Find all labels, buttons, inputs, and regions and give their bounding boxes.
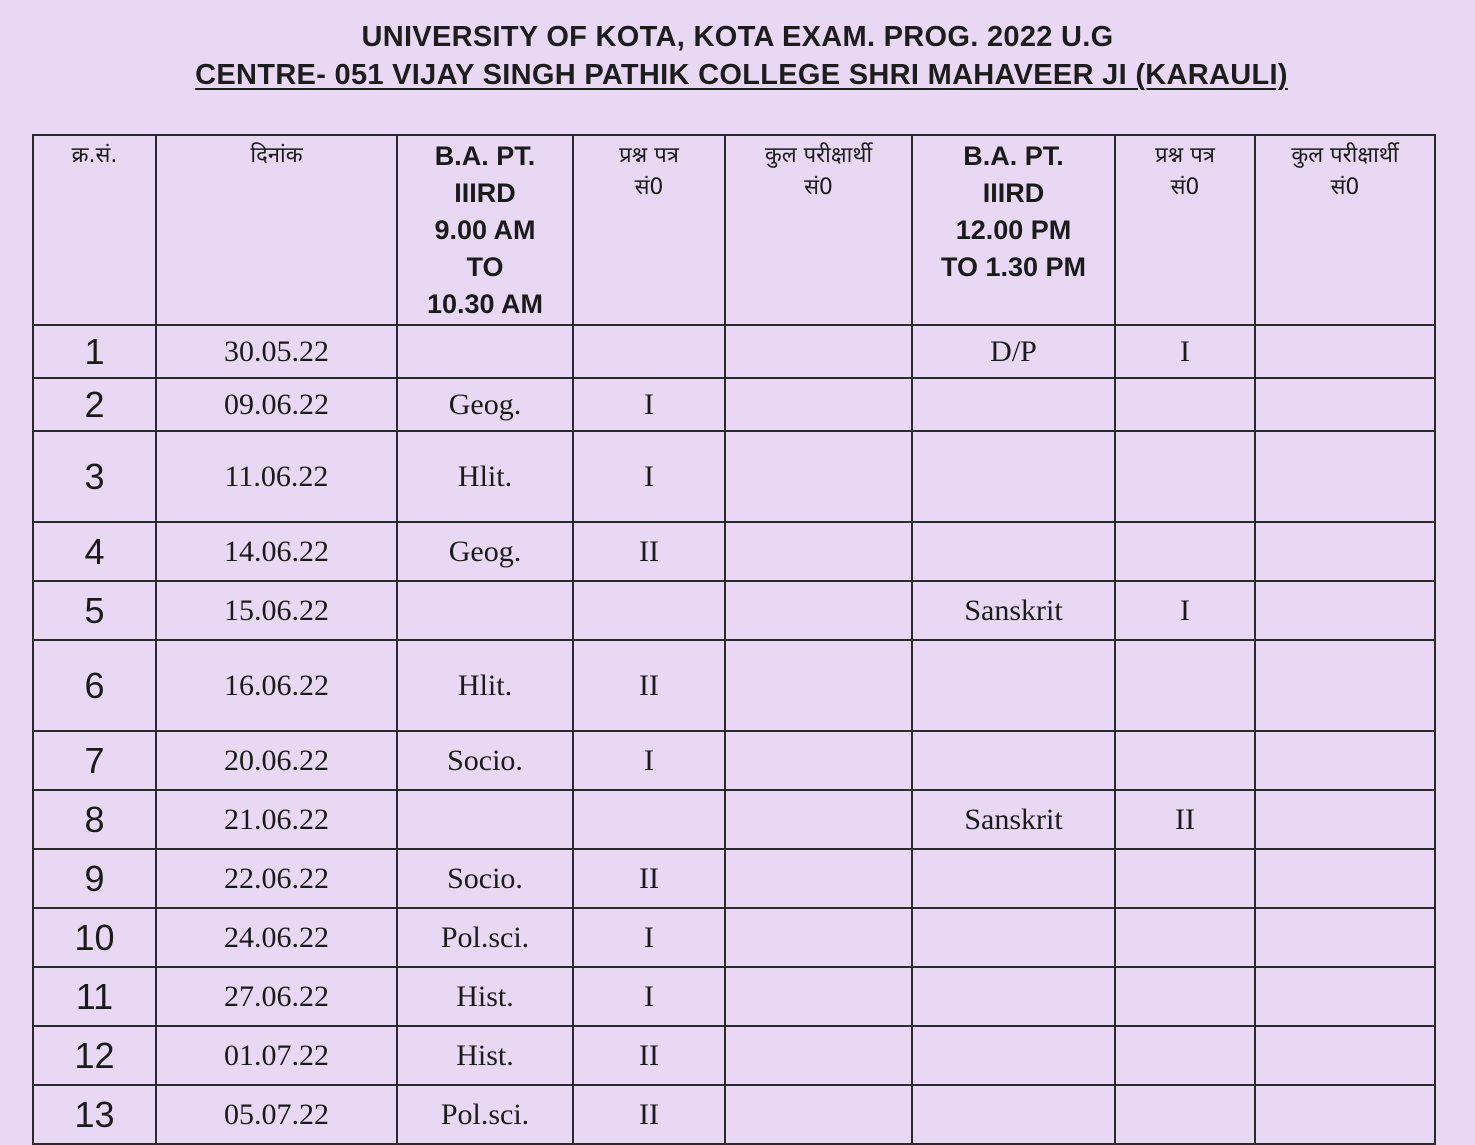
table-row xyxy=(33,790,1435,849)
cell-subject-afternoon: Sanskrit xyxy=(912,581,1115,640)
cell-paper-afternoon xyxy=(1115,378,1255,431)
cell-subject-morning: Hist. xyxy=(397,967,573,1026)
cell-paper-morning xyxy=(573,790,725,849)
cell-paper-morning xyxy=(573,581,725,640)
cell-subject-morning: Socio. xyxy=(397,731,573,790)
cell-sr-no: 9 xyxy=(33,849,156,908)
cell-paper-afternoon xyxy=(1115,522,1255,581)
cell-total-morning xyxy=(725,581,912,640)
cell-sr-no: 5 xyxy=(33,581,156,640)
table-row xyxy=(33,1085,1435,1144)
table-row xyxy=(33,378,1435,431)
cell-paper-morning: I xyxy=(573,378,725,431)
col-header-total-candidates-2 xyxy=(1255,135,1435,325)
cell-paper-afternoon xyxy=(1115,967,1255,1026)
table-row xyxy=(33,325,1435,378)
cell-total-afternoon xyxy=(1255,790,1435,849)
cell-subject-morning: Hlit. xyxy=(397,640,573,731)
cell-paper-afternoon xyxy=(1115,849,1255,908)
paper-no-1-line: प्रश्न पत्र xyxy=(619,143,679,168)
total-candidates-2-line: सं0 xyxy=(1330,175,1360,200)
cell-date: 16.06.22 xyxy=(156,640,397,731)
cell-sr-no: 8 xyxy=(33,790,156,849)
cell-total-afternoon xyxy=(1255,731,1435,790)
cell-date: 22.06.22 xyxy=(156,849,397,908)
cell-subject-morning: Hlit. xyxy=(397,431,573,522)
cell-subject-morning: Geog. xyxy=(397,522,573,581)
cell-total-morning xyxy=(725,790,912,849)
cell-total-afternoon xyxy=(1255,967,1435,1026)
cell-subject-morning: Pol.sci. xyxy=(397,1085,573,1144)
slot2-line: B.A. PT. xyxy=(963,141,1064,171)
cell-total-morning xyxy=(725,325,912,378)
document-header xyxy=(0,18,1475,94)
cell-total-afternoon xyxy=(1255,378,1435,431)
col-header-total-candidates-1 xyxy=(725,135,912,325)
slot1-line: 9.00 AM xyxy=(434,215,536,245)
header-row xyxy=(33,135,1435,325)
cell-paper-afternoon xyxy=(1115,1085,1255,1144)
cell-paper-afternoon xyxy=(1115,1026,1255,1085)
cell-sr-no: 11 xyxy=(33,967,156,1026)
table-row xyxy=(33,731,1435,790)
slot2-line: IIIRD xyxy=(982,178,1045,208)
cell-total-morning xyxy=(725,1026,912,1085)
cell-sr-no: 12 xyxy=(33,1026,156,1085)
cell-paper-morning: II xyxy=(573,640,725,731)
cell-total-afternoon xyxy=(1255,640,1435,731)
slot1-line: B.A. PT. xyxy=(434,141,536,171)
cell-paper-afternoon: II xyxy=(1115,790,1255,849)
paper-no-2-line: प्रश्न पत्र xyxy=(1155,143,1215,168)
cell-date: 15.06.22 xyxy=(156,581,397,640)
cell-total-afternoon xyxy=(1255,849,1435,908)
cell-total-afternoon xyxy=(1255,431,1435,522)
slot2-line: 12.00 PM xyxy=(955,215,1072,245)
centre-title: CENTRE- 051 VIJAY SINGH PATHIK COLLEGE SHRI MAHAVEER JI (KARAULI) xyxy=(195,59,1288,91)
cell-total-afternoon xyxy=(1255,325,1435,378)
university-title: UNIVERSITY OF KOTA, KOTA EXAM. PROG. 2022 U.G xyxy=(361,21,1114,53)
cell-total-morning xyxy=(725,431,912,522)
cell-subject-afternoon xyxy=(912,849,1115,908)
total-candidates-1-line: सं0 xyxy=(804,175,833,200)
cell-date: 24.06.22 xyxy=(156,908,397,967)
cell-paper-morning: II xyxy=(573,522,725,581)
cell-subject-morning: Pol.sci. xyxy=(397,908,573,967)
cell-date: 20.06.22 xyxy=(156,731,397,790)
cell-date: 21.06.22 xyxy=(156,790,397,849)
cell-subject-morning: Hist. xyxy=(397,1026,573,1085)
cell-total-afternoon xyxy=(1255,908,1435,967)
paper-no-1-line: सं0 xyxy=(634,175,664,200)
cell-paper-morning: II xyxy=(573,1085,725,1144)
col-header-paper-no-2 xyxy=(1115,135,1255,325)
paper-no-2-line: सं0 xyxy=(1170,175,1200,200)
cell-subject-afternoon xyxy=(912,640,1115,731)
table-row xyxy=(33,908,1435,967)
cell-subject-afternoon: D/P xyxy=(912,325,1115,378)
cell-sr-no: 13 xyxy=(33,1085,156,1144)
table-row xyxy=(33,849,1435,908)
table-row xyxy=(33,522,1435,581)
cell-paper-afternoon: I xyxy=(1115,325,1255,378)
cell-subject-afternoon xyxy=(912,1026,1115,1085)
cell-subject-morning xyxy=(397,790,573,849)
table-row xyxy=(33,640,1435,731)
cell-subject-afternoon xyxy=(912,522,1115,581)
col-header-slot-afternoon xyxy=(912,135,1115,325)
cell-paper-afternoon: I xyxy=(1115,581,1255,640)
cell-subject-afternoon xyxy=(912,731,1115,790)
cell-date: 05.07.22 xyxy=(156,1085,397,1144)
cell-sr-no: 7 xyxy=(33,731,156,790)
cell-total-morning xyxy=(725,522,912,581)
cell-total-morning xyxy=(725,908,912,967)
cell-subject-morning: Geog. xyxy=(397,378,573,431)
cell-total-afternoon xyxy=(1255,1026,1435,1085)
cell-subject-afternoon xyxy=(912,908,1115,967)
cell-sr-no: 6 xyxy=(33,640,156,731)
cell-subject-afternoon xyxy=(912,1085,1115,1144)
col-header-sr-no: क्र.सं. xyxy=(33,135,156,325)
cell-sr-no: 10 xyxy=(33,908,156,967)
table-row xyxy=(33,581,1435,640)
cell-paper-morning: II xyxy=(573,849,725,908)
cell-paper-morning xyxy=(573,325,725,378)
cell-date: 27.06.22 xyxy=(156,967,397,1026)
slot1-line: IIIRD xyxy=(454,178,516,208)
cell-subject-afternoon xyxy=(912,967,1115,1026)
slot1-line: 10.30 AM xyxy=(426,289,544,319)
cell-total-morning xyxy=(725,967,912,1026)
exam-schedule-table xyxy=(32,134,1436,1145)
cell-total-afternoon xyxy=(1255,1085,1435,1144)
cell-paper-afternoon xyxy=(1115,640,1255,731)
slot1-line: TO xyxy=(466,252,504,282)
table-row xyxy=(33,967,1435,1026)
col-header-slot-morning xyxy=(397,135,573,325)
cell-total-morning xyxy=(725,849,912,908)
cell-total-afternoon xyxy=(1255,581,1435,640)
cell-date: 09.06.22 xyxy=(156,378,397,431)
cell-subject-morning: Socio. xyxy=(397,849,573,908)
cell-subject-afternoon: Sanskrit xyxy=(912,790,1115,849)
table-row xyxy=(33,431,1435,522)
cell-paper-morning: I xyxy=(573,731,725,790)
slot2-line: TO 1.30 PM xyxy=(940,252,1087,282)
col-header-paper-no-1 xyxy=(573,135,725,325)
cell-subject-afternoon xyxy=(912,431,1115,522)
cell-sr-no: 4 xyxy=(33,522,156,581)
cell-paper-afternoon xyxy=(1115,908,1255,967)
cell-paper-afternoon xyxy=(1115,431,1255,522)
cell-paper-afternoon xyxy=(1115,731,1255,790)
cell-date: 11.06.22 xyxy=(156,431,397,522)
cell-total-morning xyxy=(725,1085,912,1144)
cell-total-afternoon xyxy=(1255,522,1435,581)
cell-date: 14.06.22 xyxy=(156,522,397,581)
cell-paper-morning: I xyxy=(573,967,725,1026)
cell-date: 01.07.22 xyxy=(156,1026,397,1085)
table-row xyxy=(33,1026,1435,1085)
cell-total-morning xyxy=(725,731,912,790)
cell-subject-morning xyxy=(397,325,573,378)
cell-sr-no: 3 xyxy=(33,431,156,522)
cell-date: 30.05.22 xyxy=(156,325,397,378)
cell-total-morning xyxy=(725,378,912,431)
cell-total-morning xyxy=(725,640,912,731)
cell-paper-morning: I xyxy=(573,908,725,967)
total-candidates-1-line: कुल परीक्षार्थी xyxy=(764,143,873,168)
col-header-date: दिनांक xyxy=(156,135,397,325)
cell-subject-afternoon xyxy=(912,378,1115,431)
cell-paper-morning: II xyxy=(573,1026,725,1085)
cell-paper-morning: I xyxy=(573,431,725,522)
cell-sr-no: 2 xyxy=(33,378,156,431)
cell-sr-no: 1 xyxy=(33,325,156,378)
total-candidates-2-line: कुल परीक्षार्थी xyxy=(1291,143,1399,168)
cell-subject-morning xyxy=(397,581,573,640)
